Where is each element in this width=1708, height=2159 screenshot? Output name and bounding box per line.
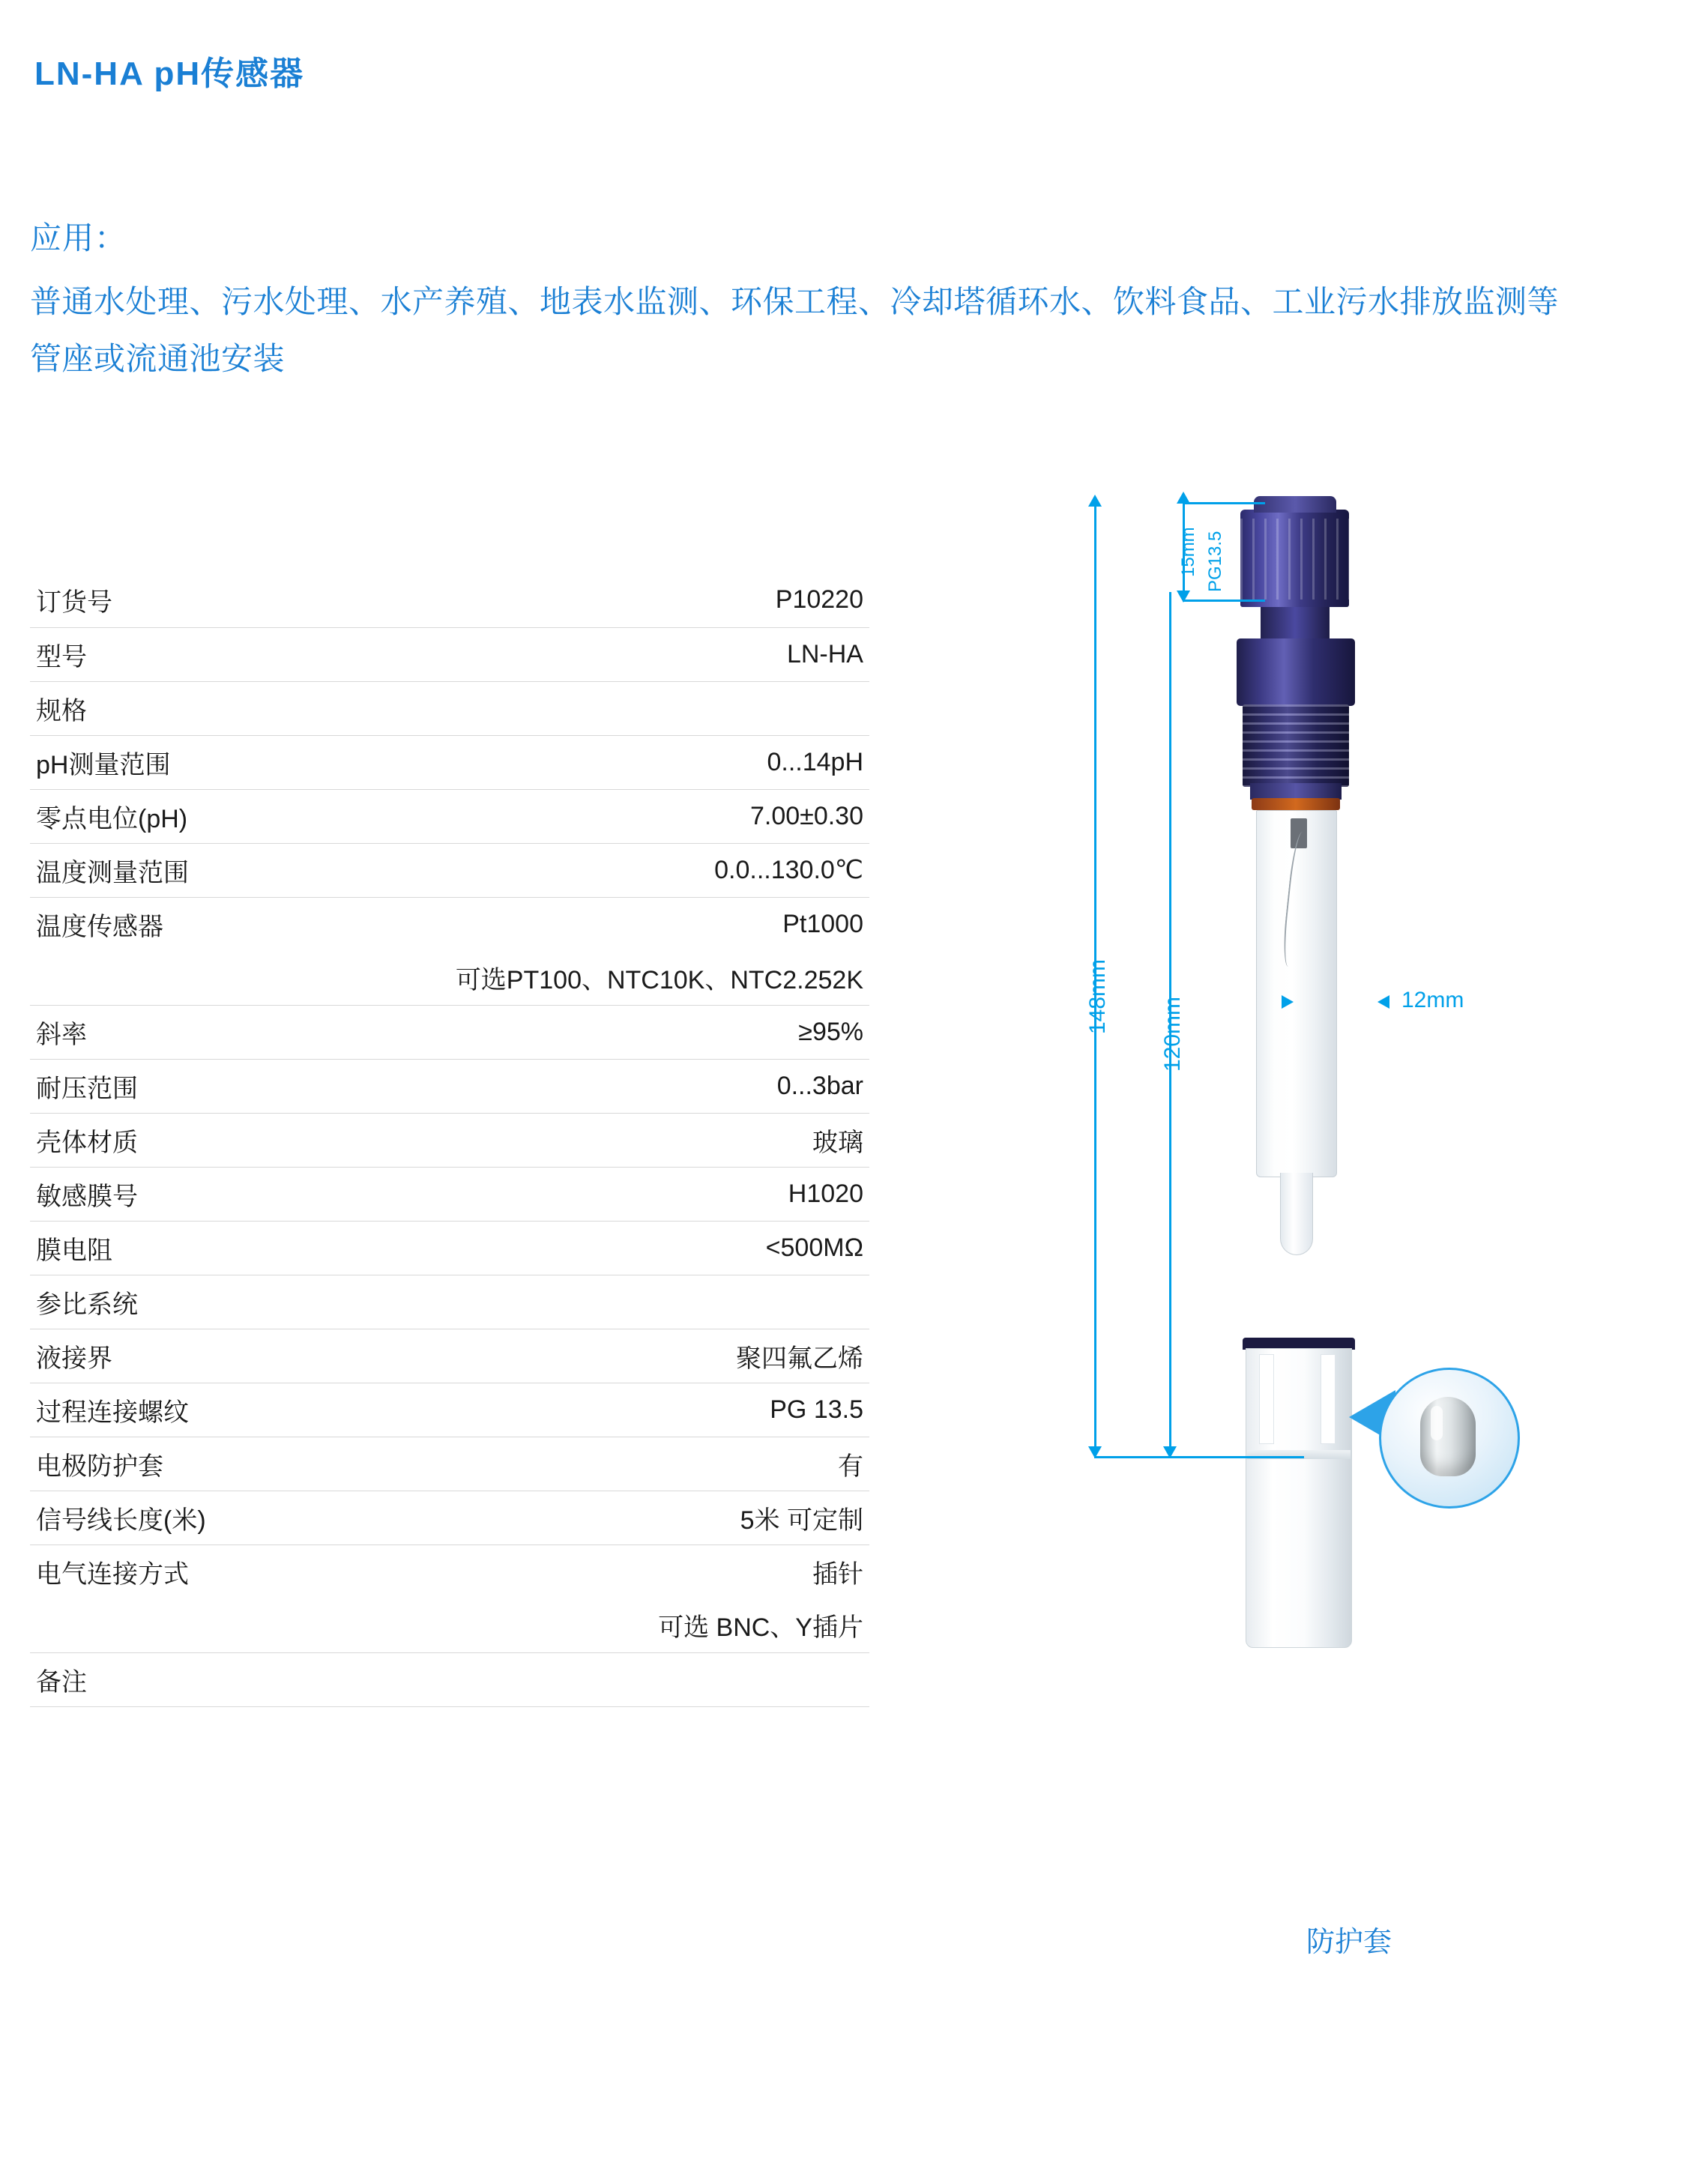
spec-key: 型号: [30, 627, 408, 681]
spec-key: 电气连接方式: [36, 1559, 189, 1589]
table-row: [30, 1221, 869, 1275]
ph-glass-bulb-icon: [1420, 1397, 1476, 1476]
dimension-label-120mm: 120mm: [1160, 996, 1185, 1072]
dimension-arrow-down-120mm: [1163, 1446, 1177, 1458]
spec-value: H1020: [408, 1167, 869, 1221]
dimension-label-pg13-5: PG13.5: [1205, 531, 1225, 592]
spec-key: 壳体材质: [30, 1113, 408, 1167]
table-row: [30, 951, 869, 1005]
spec-value: P10220: [408, 573, 869, 627]
spec-key: 备注: [30, 1652, 408, 1706]
spec-value: ≥95%: [408, 1005, 869, 1059]
dimension-arrow-up-148mm: [1088, 495, 1102, 507]
table-row: [30, 1598, 869, 1652]
table-row: [30, 627, 869, 681]
table-row: [30, 1113, 869, 1167]
table-row: [30, 1005, 869, 1059]
spec-value: 插针: [812, 1559, 863, 1589]
table-row: [30, 1329, 869, 1383]
spec-value: <500MΩ: [408, 1221, 869, 1275]
spec-value: 可选PT100、NTC10K、NTC2.252K: [408, 951, 869, 1005]
probe-o-ring: [1252, 798, 1340, 810]
table-row: [30, 1652, 869, 1706]
probe-shoulder: [1250, 783, 1342, 800]
table-row: [30, 1059, 869, 1113]
spec-value: 0...14pH: [408, 735, 869, 789]
spec-value: 0.0...130.0℃: [408, 843, 869, 897]
spec-key: 过程连接螺纹: [30, 1383, 408, 1437]
spec-key: [30, 1598, 408, 1652]
probe-cap-ribs: [1240, 519, 1349, 600]
spec-value: [408, 1652, 869, 1706]
spec-value: 5米 可定制: [408, 1491, 869, 1544]
dimension-tick-thread-top: [1183, 502, 1265, 504]
dimension-arrow-right-12mm: [1282, 995, 1294, 1009]
protective-cap-slot-right: [1321, 1354, 1336, 1444]
spec-value: 有: [408, 1437, 869, 1491]
spec-value: [408, 1275, 869, 1329]
spec-key: 订货号: [30, 573, 408, 627]
spec-key: 温度测量范围: [30, 843, 408, 897]
spec-key: 规格: [30, 681, 408, 735]
table-row: [30, 681, 869, 735]
spec-key: 温度传感器: [36, 912, 163, 941]
probe-head: [1237, 638, 1355, 706]
spec-value: [408, 681, 869, 735]
spec-key: 敏感膜号: [30, 1167, 408, 1221]
table-row: [30, 1167, 869, 1221]
spec-value: 0...3bar: [408, 1059, 869, 1113]
table-row: [30, 843, 869, 897]
dimension-label-15mm: 15mm: [1178, 527, 1198, 577]
table-row: [30, 1491, 869, 1544]
product-figure: [1027, 480, 1686, 1978]
spec-key: 信号线长度(米): [30, 1491, 408, 1544]
table-row: [30, 789, 869, 843]
table-row: [30, 735, 869, 789]
application-text: 普通水处理、污水处理、水产养殖、地表水监测、环保工程、冷却塔循环水、饮料食品、工业污水排放监测等管座或流通池安装: [30, 284, 1560, 376]
table-row: [30, 1275, 869, 1329]
spec-key: pH测量范围: [30, 735, 408, 789]
spec-key: 斜率: [30, 1005, 408, 1059]
dimension-arrow-left-12mm: [1377, 995, 1389, 1009]
spec-value: 聚四氟乙烯: [408, 1329, 869, 1383]
page-title: LN-HA pH传感器: [34, 55, 305, 92]
figure-caption: 防护套: [1306, 1927, 1392, 1958]
protective-cap-slot-left: [1259, 1354, 1274, 1444]
spec-value: 可选 BNC、Y插片: [408, 1598, 869, 1652]
table-row: [30, 1437, 869, 1491]
spec-value: LN-HA: [408, 627, 869, 681]
dimension-label-12mm: 12mm: [1401, 988, 1464, 1012]
dimension-tick-thread-bottom: [1183, 600, 1265, 602]
spec-value: 玻璃: [408, 1113, 869, 1167]
spec-key: 膜电阻: [30, 1221, 408, 1275]
table-row: [30, 1383, 869, 1437]
probe-glass-tip: [1280, 1173, 1313, 1255]
dimension-baseline: [1094, 1456, 1304, 1458]
spec-value: PG 13.5: [408, 1383, 869, 1437]
protective-cap: [1243, 1338, 1355, 1652]
spec-key: 零点电位(pH): [30, 789, 408, 843]
table-row: [30, 897, 869, 951]
table-row: [30, 1544, 869, 1598]
probe-thread: [1243, 704, 1349, 787]
spec-key: 电极防护套: [30, 1437, 408, 1491]
spec-key: 耐压范围: [30, 1059, 408, 1113]
application-section: [30, 214, 1574, 387]
specification-table: [30, 573, 869, 1707]
application-heading: 应用：: [30, 220, 127, 256]
spec-value: 7.00±0.30: [408, 789, 869, 843]
spec-key: 参比系统: [30, 1275, 408, 1329]
spec-key: 液接界: [30, 1329, 408, 1383]
table-row: [30, 573, 869, 627]
dimension-label-148mm: 148mm: [1085, 958, 1110, 1034]
spec-value: Pt1000: [782, 909, 863, 938]
magnifier-callout: [1379, 1368, 1520, 1509]
spec-key: [30, 951, 408, 1005]
